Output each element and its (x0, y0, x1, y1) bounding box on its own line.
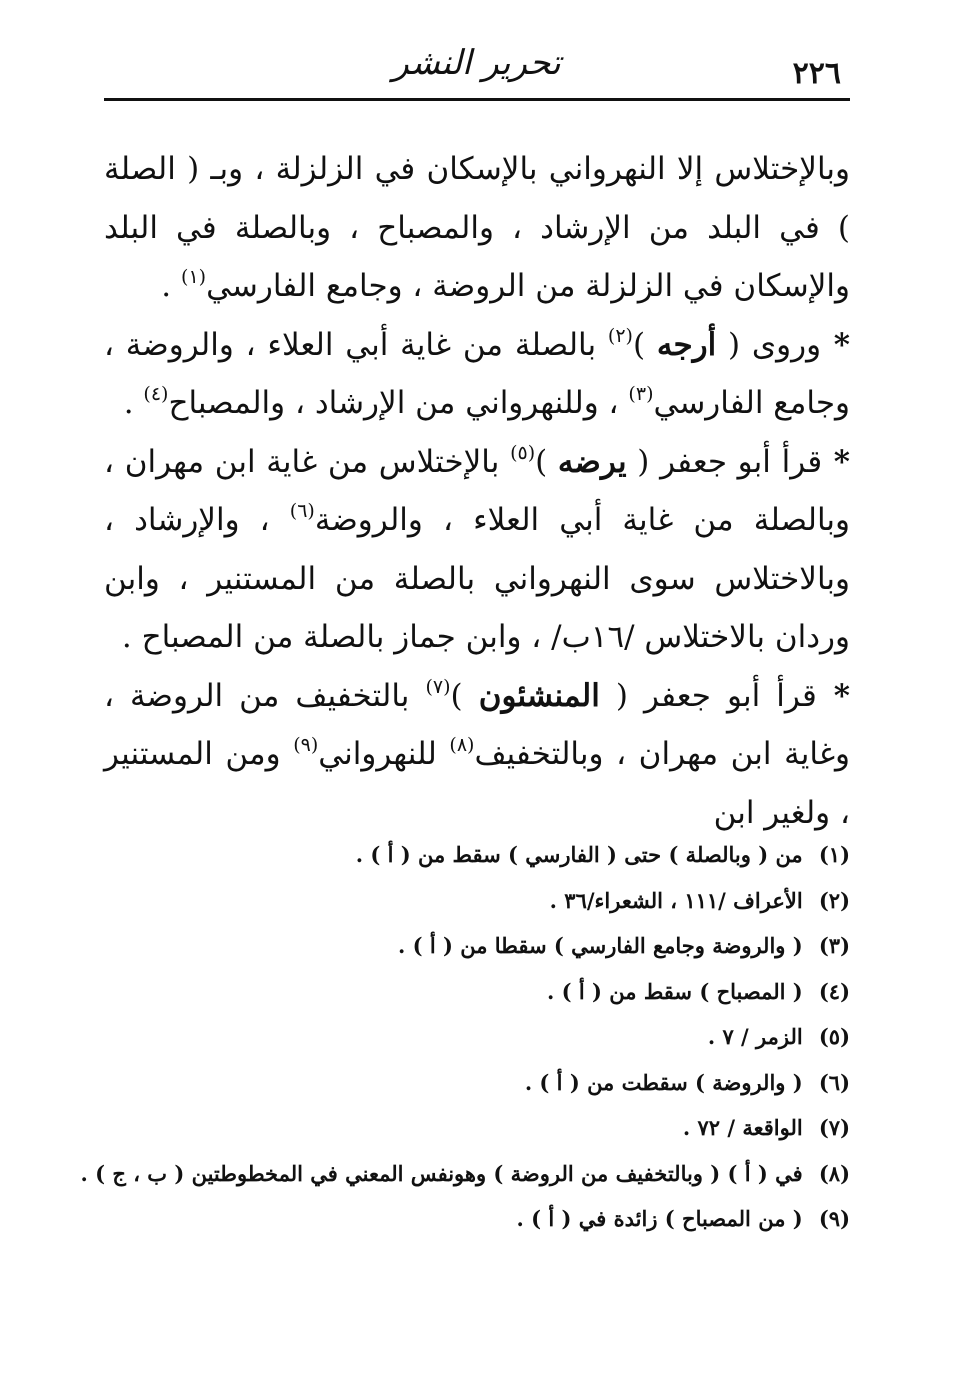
footnote-ref-3: (٣) (628, 383, 654, 405)
text-run: ) (450, 677, 479, 714)
footnote-text: الزمر / ٧ . (707, 1024, 803, 1049)
text-run: ) (535, 443, 558, 480)
header-rule (104, 98, 850, 101)
text-run: ، وللنهرواني من الإرشاد ، والمصباح (168, 385, 629, 421)
star-marker: * (816, 677, 850, 714)
footnote-number: (٦) (818, 1069, 850, 1095)
footnote-text: الأعراف /١١١ ، الشعراء/٣٦ . (549, 887, 803, 913)
footnote-ref-7: (٧) (425, 675, 451, 698)
text-run: قرأ أبو جعفر ( (599, 677, 817, 714)
footnote-number: (٧) (818, 1115, 850, 1140)
footnote-ref-2: (٢) (607, 324, 633, 347)
footnote-ref-4: (٤) (143, 383, 169, 405)
footnote-text: ( والروضة ) سقطت من ( أ ) . (524, 1069, 803, 1095)
footnote (104, 1196, 850, 1242)
footnote-ref-8: (٨) (449, 734, 475, 756)
footnote-number: (١) (818, 842, 850, 867)
footnote-number: (٤) (818, 978, 850, 1004)
footnote (104, 1105, 850, 1151)
footnotes (80, 832, 850, 1242)
footnote (104, 1060, 850, 1106)
page-header (104, 38, 849, 100)
text-run: . (123, 385, 144, 421)
footnote-text: ( المصباح ) سقط من ( أ ) . (547, 978, 803, 1004)
footnote-text: الواقعة / ٧٢ . (682, 1115, 803, 1140)
quranic-word: المنشئون (478, 677, 600, 714)
text-run: . (161, 268, 182, 304)
text-run: ) (632, 326, 657, 363)
text-run: بالإختلاس من غاية ابن مهران ، وبالصلة من غاية أبي العلاء ، والروضة (104, 443, 850, 538)
footnote (104, 969, 850, 1015)
text-run: قرأ أبو جعفر ( (626, 443, 823, 480)
text-run: للنهرواني (318, 736, 450, 772)
footnote-number: (٣) (818, 933, 850, 958)
footnote (80, 1151, 850, 1197)
star-marker: * (822, 443, 850, 480)
footnote-ref-1: (١) (181, 266, 207, 288)
text-run: بالصلة من غاية أبي العلاء ، والروضة ، وجامع الفارسي (104, 326, 850, 421)
paragraph-2 (104, 316, 850, 433)
footnote (104, 923, 850, 969)
paragraph-3 (104, 433, 850, 667)
footnote-ref-6: (٦) (289, 500, 315, 522)
paragraph-1 (104, 140, 850, 316)
footnote-text: ( والروضة وجامع الفارسي ) سقطا من ( أ ) . (397, 933, 803, 958)
footnote-ref-5: (٥) (510, 441, 536, 464)
text-run: ومن المستنير ، ولغير ابن (104, 736, 850, 831)
footnote-number: (٢) (818, 887, 850, 913)
footnote-ref-9: (٩) (293, 734, 319, 756)
quranic-word: أرجه (656, 326, 717, 363)
footnote (104, 878, 850, 924)
footnote-number: (٥) (818, 1024, 850, 1049)
text-run: بالتخفيف من الروضة ، وغاية ابن مهران ، وبالتخفيف (104, 677, 851, 772)
footnote-text: ( من المصباح ) زائدة في ( أ ) . (516, 1206, 803, 1231)
text-run: وبالإختلاس إلا النهرواني بالإسكان في الزلزلة ، وبـ ( الصلة ) في البلد من الإرشاد ، والمصباح ، وبالصلة في البلد والإسكان في الزلزلة من الروضة ، وجامع الفارسي (104, 151, 850, 304)
quranic-word: يرضه (557, 443, 627, 480)
text-run: ، والإرشاد ، وبالاختلاس سوى النهرواني بالصلة من المستنير ، وابن وردان بالاختلاس /١٦ب/ ، وابن جماز بالصلة من المصباح . (104, 502, 850, 655)
footnote (104, 1014, 850, 1060)
footnote-text: من ( وبالصلة ) حتى ( الفارسي ) سقط من ( أ ) . (355, 842, 803, 867)
text-run: وروى ( (716, 326, 822, 363)
page-number: ٢٢٦ (792, 56, 841, 91)
running-title: تحرير النشر (392, 43, 561, 83)
footnote (104, 832, 850, 878)
footnote-text: في ( أ ) ( وبالتخفيف من الروضة ) وهونفس المعني في المخطوطتين ( ب ، ج ) . (80, 1160, 803, 1186)
paragraph-4 (104, 667, 850, 843)
footnote-number: (٩) (818, 1206, 850, 1231)
footnote-number: (٨) (818, 1160, 850, 1186)
star-marker: * (821, 326, 850, 363)
main-text (104, 140, 850, 842)
